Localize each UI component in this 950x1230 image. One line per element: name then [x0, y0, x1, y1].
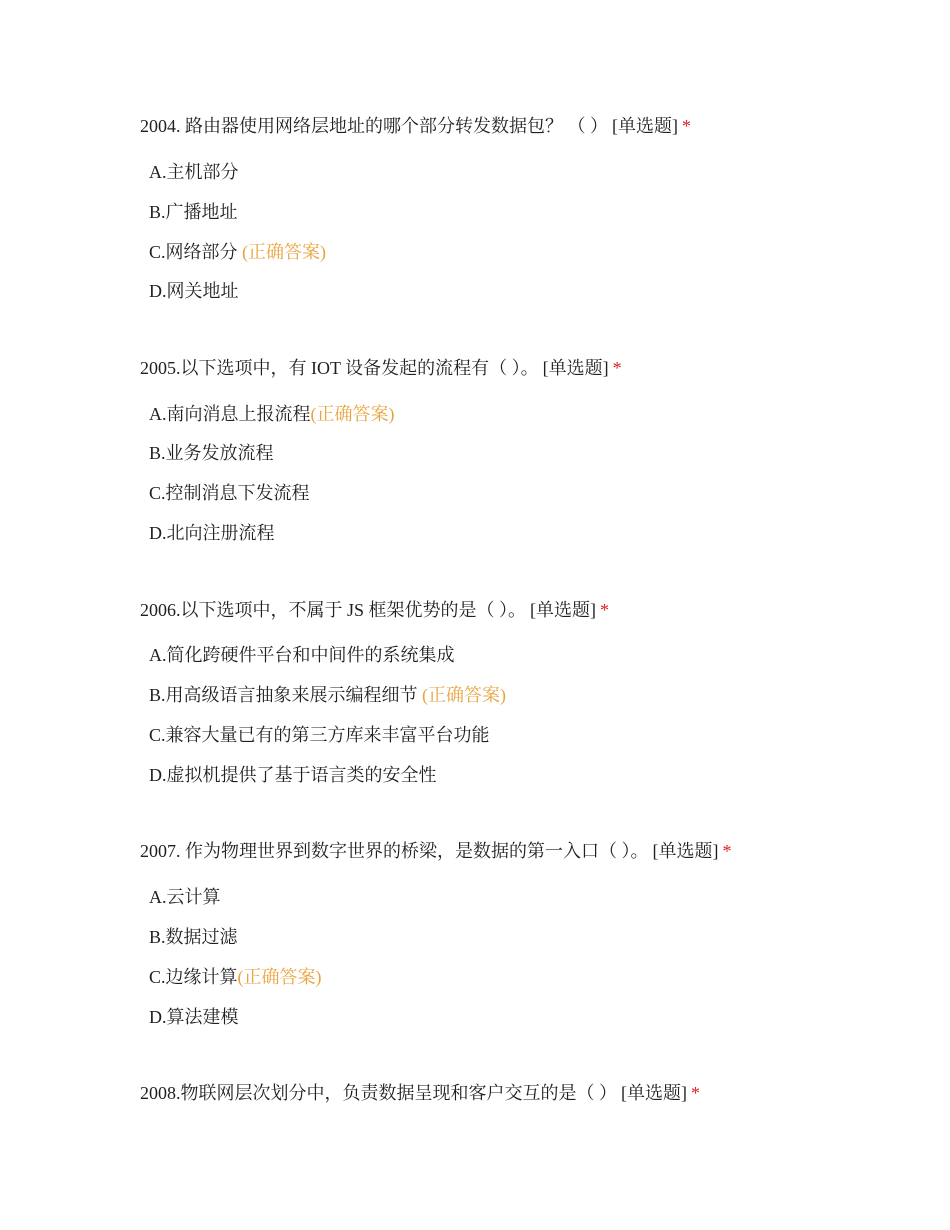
question-text: 2005.以下选项中，有 IOT 设备发起的流程有（ ）。 [140, 358, 539, 378]
option-text: D.算法建模 [149, 1007, 239, 1027]
option-d [149, 1004, 239, 1030]
required-mark: * [722, 841, 732, 861]
correct-answer-label: (正确答案) [422, 685, 507, 705]
option-text: C.边缘计算 [149, 967, 238, 987]
option-text: A.南向消息上报流程 [149, 404, 311, 424]
required-mark: * [682, 116, 691, 136]
question-text: 2006.以下选项中，不属于 JS 框架优势的是（ ）。 [140, 600, 527, 620]
option-b [149, 682, 506, 708]
option-c [149, 480, 310, 506]
correct-answer-label: (正确答案) [242, 242, 327, 262]
question-text: 2007. 作为物理世界到数字世界的桥梁，是数据的第一入口（ ）。 [140, 841, 649, 861]
option-a [149, 642, 455, 668]
option-c [149, 722, 490, 748]
option-text: B.用高级语言抽象来展示编程细节 [149, 685, 423, 705]
option-text: A.主机部分 [149, 162, 239, 182]
option-text: C.兼容大量已有的第三方库来丰富平台功能 [149, 725, 490, 745]
option-text: B.业务发放流程 [149, 443, 274, 463]
correct-answer-label: (正确答案) [310, 404, 395, 424]
question-text: 2008.物联网层次划分中，负责数据呈现和客户交互的是（ ） [140, 1083, 617, 1103]
option-b [149, 440, 274, 466]
option-c [149, 239, 326, 265]
question-type: [单选题] [542, 358, 609, 378]
option-text: D.虚拟机提供了基于语言类的安全性 [149, 765, 437, 785]
question-2005-title [140, 355, 622, 381]
option-text: A.云计算 [149, 887, 221, 907]
question-2007-title [140, 838, 732, 864]
question-type: [单选题] [530, 600, 597, 620]
question-type: [单选题] [612, 116, 678, 136]
required-mark: * [600, 600, 610, 620]
option-text: D.北向注册流程 [149, 523, 275, 543]
option-b [149, 199, 238, 225]
correct-answer-label: (正确答案) [237, 967, 322, 987]
option-text: C.控制消息下发流程 [149, 483, 310, 503]
option-text: A.简化跨硬件平台和中间件的系统集成 [149, 645, 455, 665]
question-type: [单选题] [652, 841, 719, 861]
question-2004-title [140, 113, 691, 139]
required-mark: * [612, 358, 622, 378]
required-mark: * [691, 1083, 700, 1103]
option-text: B.广播地址 [149, 202, 238, 222]
option-text: D.网关地址 [149, 281, 239, 301]
option-text: C.网络部分 [149, 242, 243, 262]
option-d [149, 762, 437, 788]
question-type: [单选题] [621, 1083, 687, 1103]
option-c [149, 964, 322, 990]
option-a [149, 884, 221, 910]
option-text: B.数据过滤 [149, 927, 238, 947]
option-a [149, 159, 239, 185]
option-d [149, 278, 239, 304]
option-d [149, 520, 275, 546]
question-2006-title [140, 597, 609, 623]
option-a [149, 401, 395, 427]
question-2008-title [140, 1080, 700, 1106]
question-text: 2004. 路由器使用网络层地址的哪个部分转发数据包？ （ ） [140, 116, 608, 136]
option-b [149, 924, 238, 950]
